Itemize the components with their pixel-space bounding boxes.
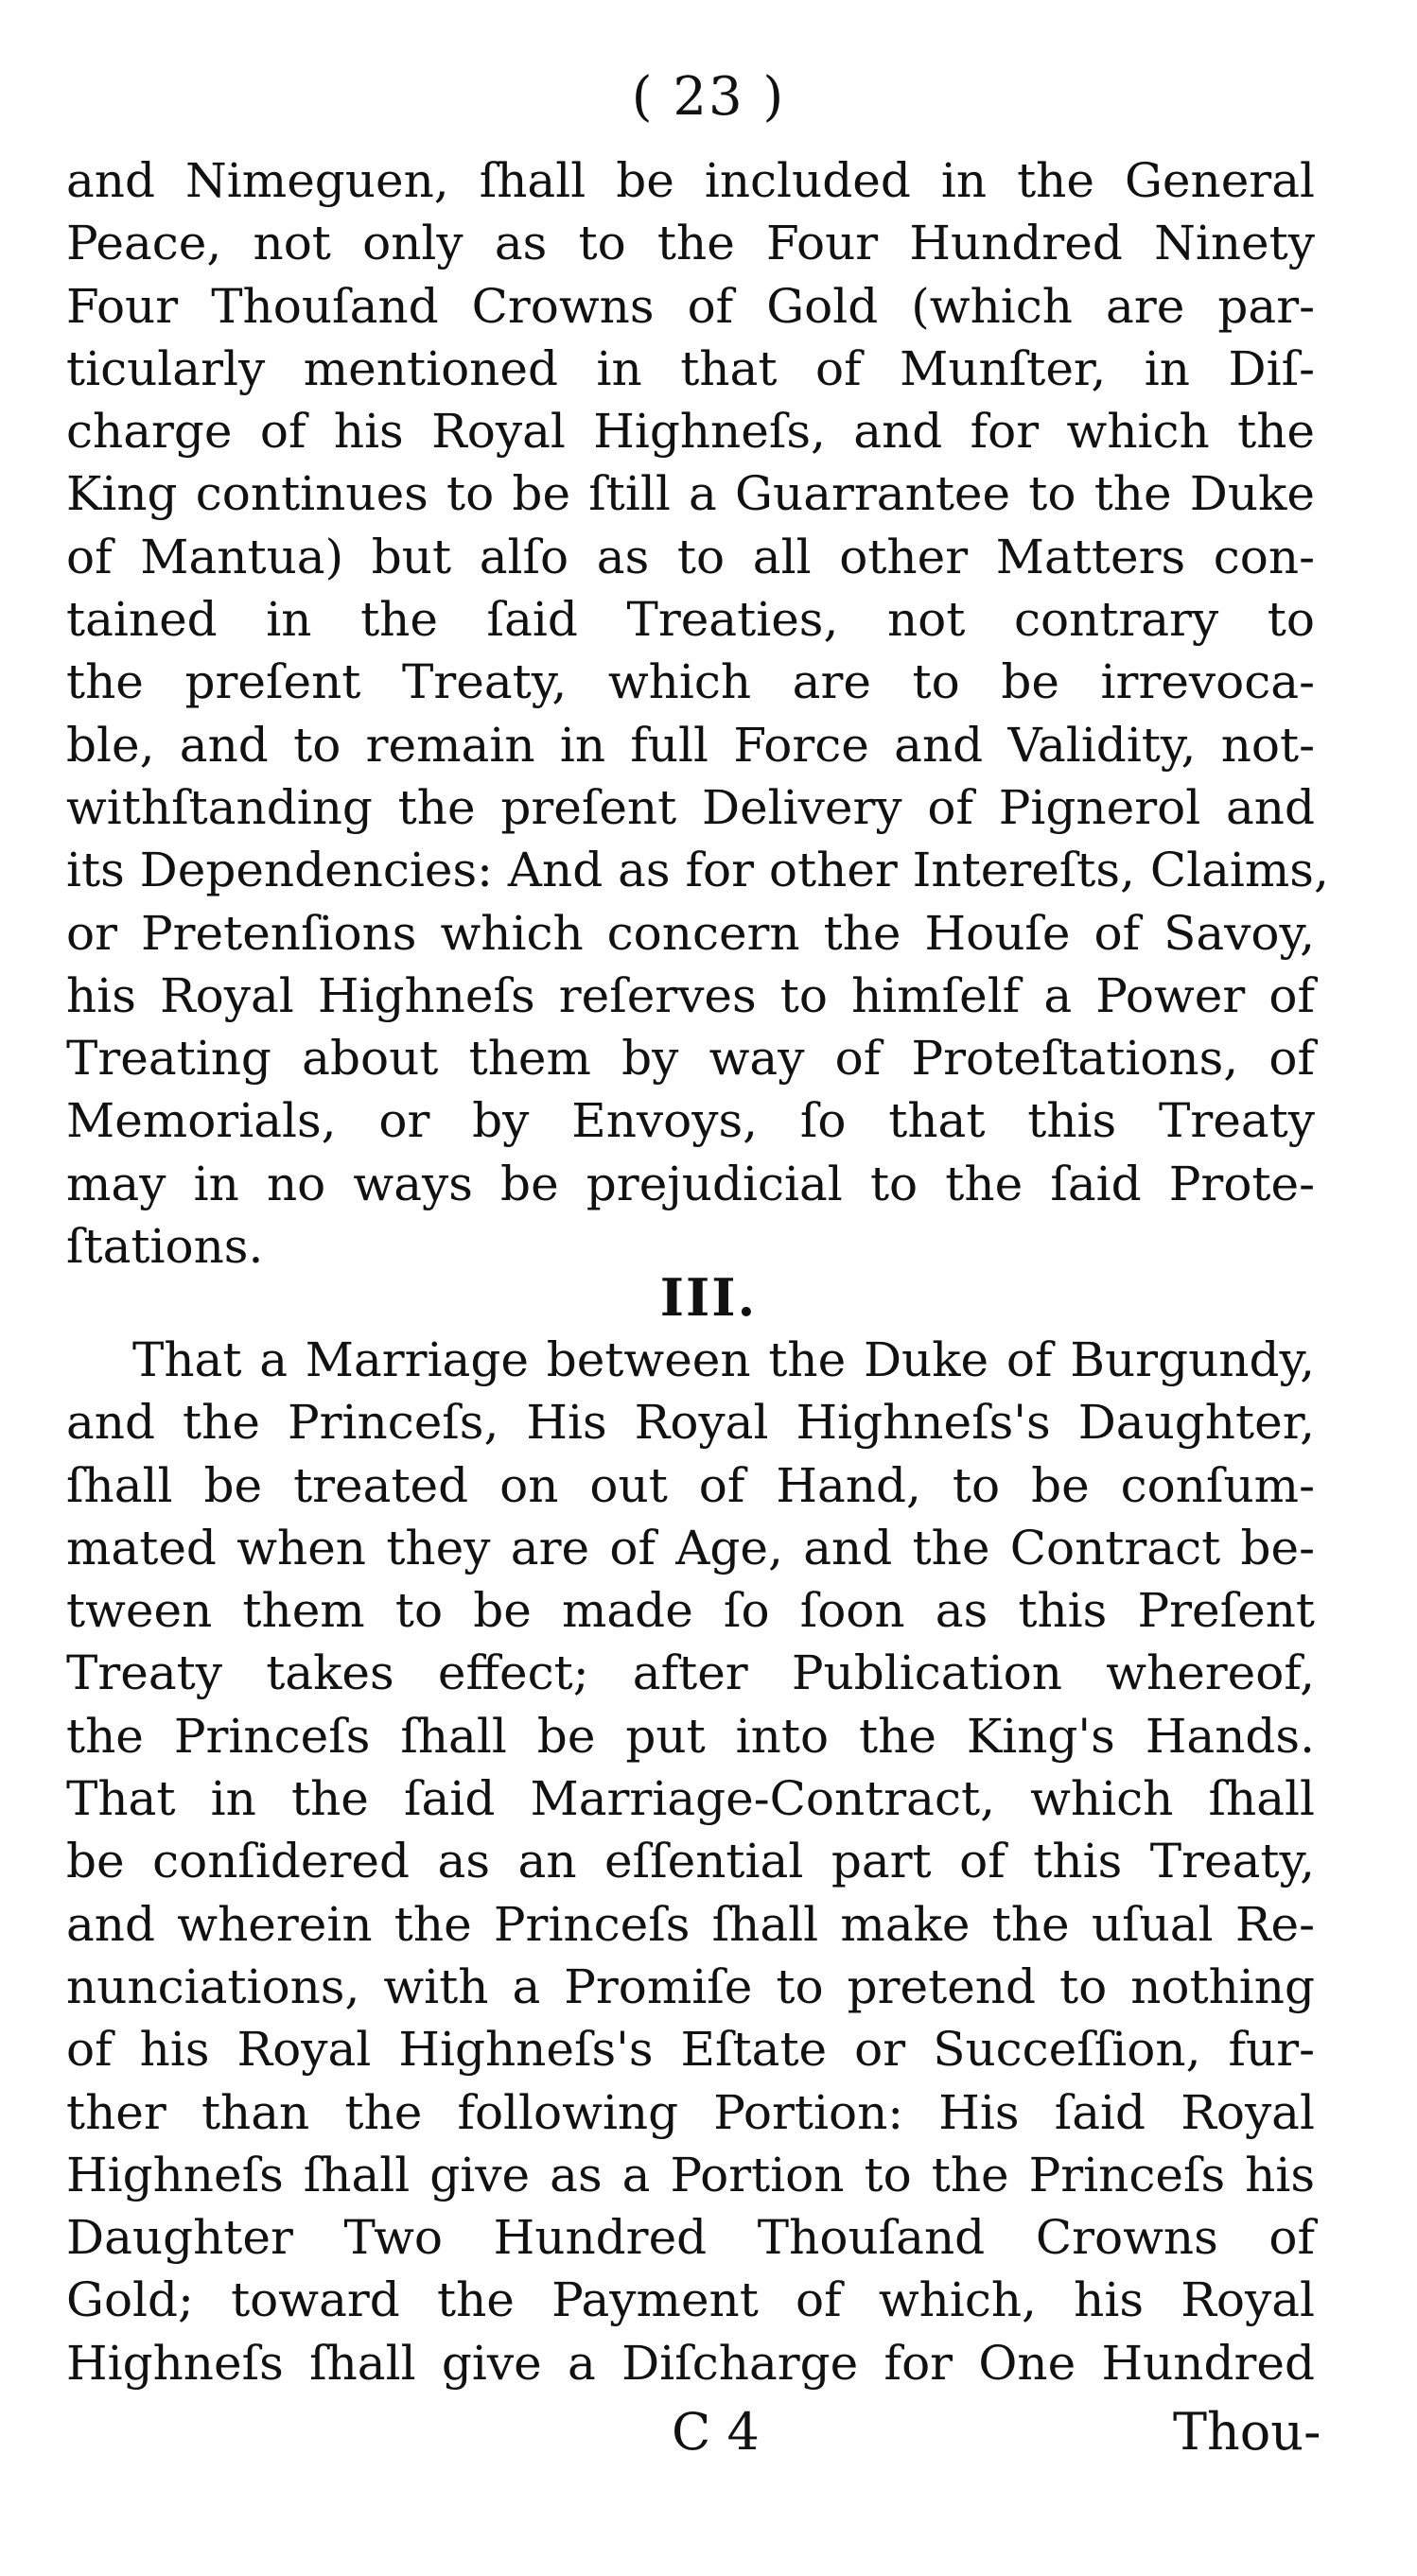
text-line: and the Princeſs, His Royal Highneſs's Daughter, [66, 1395, 1315, 1451]
text-line: the Princeſs ſhall be put into the King's Hands. [66, 1708, 1315, 1764]
text-line: the preſent Treaty, which are to be irrevoca- [66, 654, 1315, 710]
text-line: ſhall be treated on out of Hand, to be conſum- [66, 1457, 1315, 1513]
text-line: and Nimeguen, ſhall be included in the General [66, 153, 1315, 208]
text-line: Four Thouſand Crowns of Gold (which are par- [66, 278, 1315, 334]
text-line: Treaty takes effect; after Publication whereof, [66, 1645, 1315, 1701]
signature-mark: C 4 [672, 2402, 760, 2462]
text-line: nunciations, with a Promiſe to pretend to nothing [66, 1958, 1315, 2014]
catchword: Thou- [1173, 2402, 1321, 2462]
paragraph-treaty-continuation [66, 149, 1329, 1278]
text-line: of Mantua) but alſo as to all other Matters con- [66, 529, 1315, 584]
paragraph-marriage-article [66, 1329, 1315, 2394]
text-line: Highneſs ſhall give a Diſcharge for One Hundred [66, 2335, 1315, 2391]
text-line: tained in the ſaid Treaties, not contrary to [66, 592, 1315, 648]
text-line: ſtations. [66, 1219, 264, 1275]
text-line: tween them to be made ſo ſoon as this Preſent [66, 1583, 1315, 1639]
text-line: Treating about them by way of Proteſtations, of [66, 1031, 1315, 1087]
text-line: ble, and to remain in full Force and Validity, not- [66, 717, 1315, 773]
text-line: his Royal Highneſs reſerves to himſelf a Power of [66, 967, 1315, 1023]
text-line: Gold; toward the Payment of which, his Royal [66, 2272, 1315, 2328]
text-line: ther than the following Portion: His ſaid Royal [66, 2084, 1315, 2140]
text-line: Peace, not only as to the Four Hundred Ninety [66, 216, 1315, 271]
text-line: That a Marriage between the Duke of Burgundy, [132, 1332, 1315, 1387]
text-line: may in no ways be prejudicial to the ſaid Prote- [66, 1156, 1315, 1211]
text-line: or Pretenſions which concern the Houſe of Savoy, [66, 905, 1315, 961]
section-heading: III. [659, 1267, 758, 1328]
text-line: its Dependencies: And as for other Intereſts, Claims, [66, 843, 1329, 898]
text-line: charge of his Royal Highneſs, and for which the [66, 404, 1315, 460]
text-line: Memorials, or by Envoys, ſo that this Treaty [66, 1093, 1315, 1149]
text-line: of his Royal Highneſs's Eſtate or Succeſſion, fur- [66, 2022, 1315, 2078]
text-line: Highneſs ſhall give as a Portion to the Princeſs his [66, 2147, 1315, 2202]
text-line: That in the ſaid Marriage-Contract, which ſhall [66, 1771, 1315, 1827]
text-line: King continues to be ſtill a Guarrantee to the Duke [66, 466, 1315, 522]
text-line: be conſidered as an eſſential part of this Treaty, [66, 1834, 1315, 1889]
text-line: and wherein the Princeſs ſhall make the uſual Re- [66, 1896, 1315, 1952]
text-line: Daughter Two Hundred Thouſand Crowns of [66, 2210, 1315, 2266]
text-line: ticularly mentioned in that of Munſter, in Diſ- [66, 340, 1315, 396]
text-line: mated when they are of Age, and the Contract be- [66, 1520, 1315, 1575]
page-number: ( 23 ) [631, 66, 786, 128]
text-line: withſtanding the preſent Delivery of Pignerol and [66, 779, 1315, 835]
